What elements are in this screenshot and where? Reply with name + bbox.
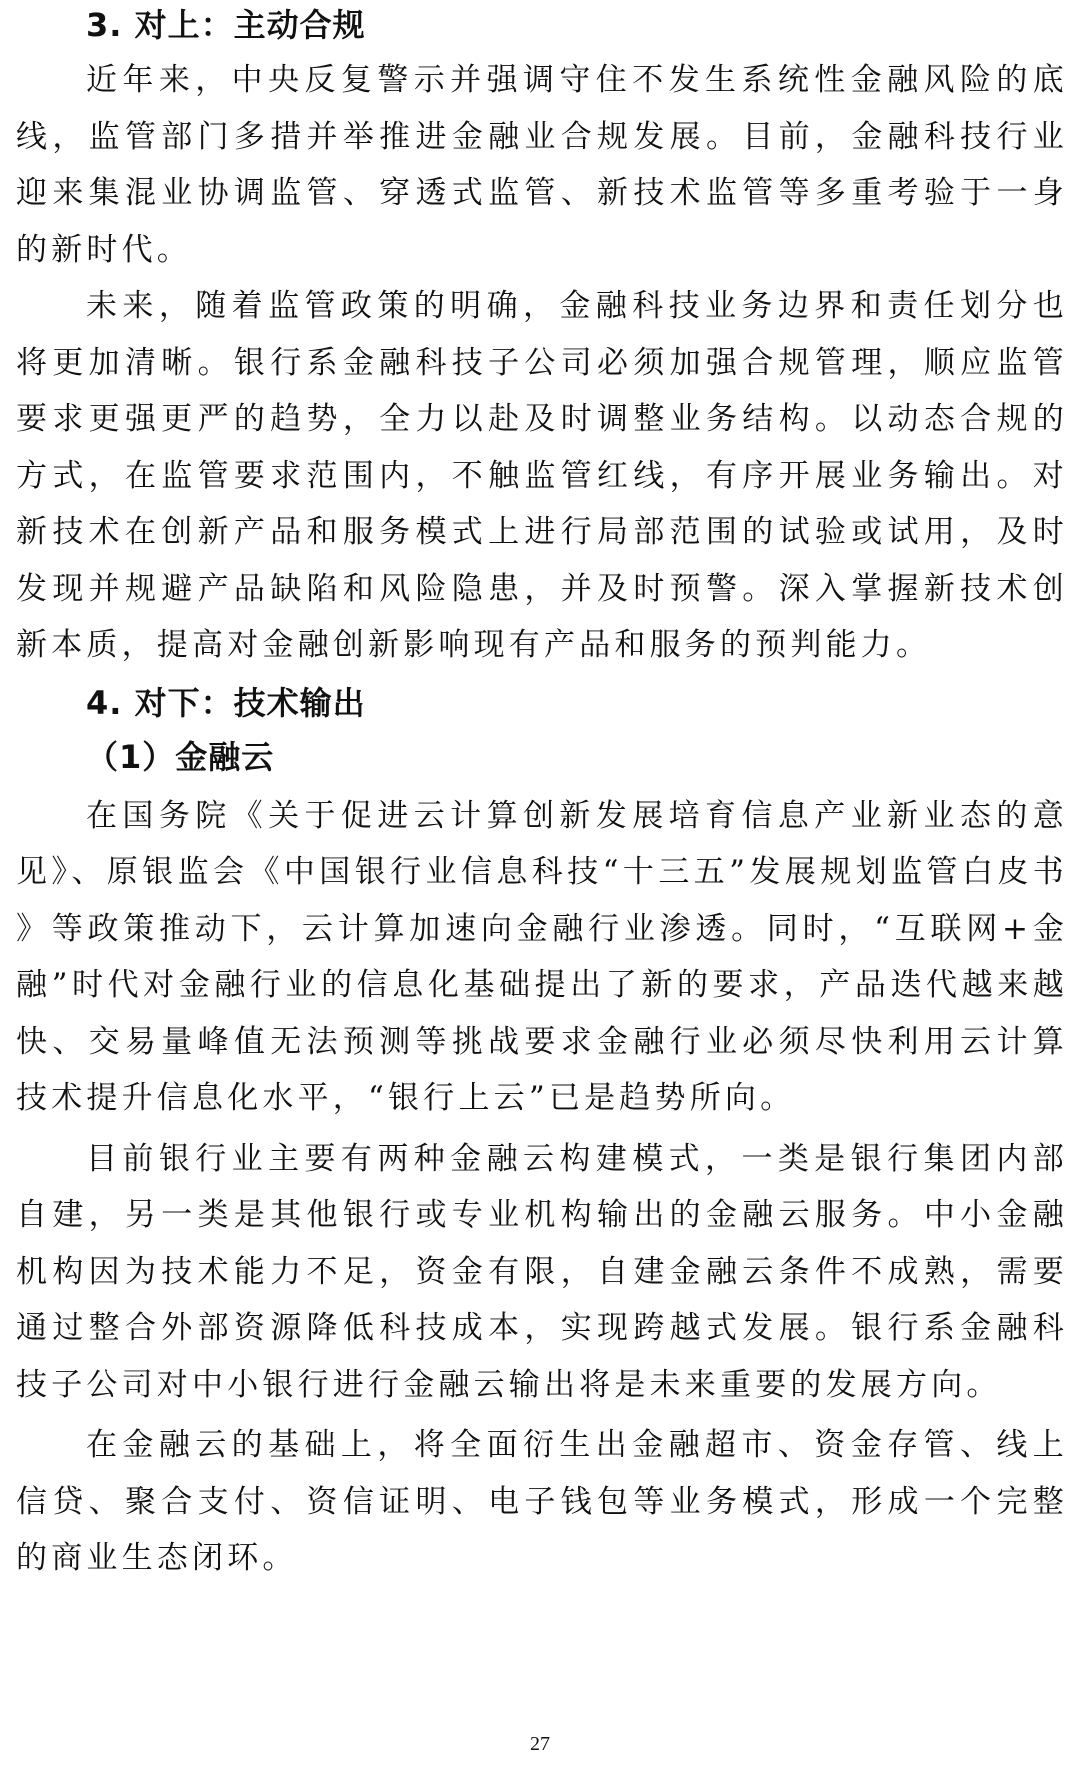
paragraph-5: 在金融云的基础上，将全面衍生出金融超市、资金存管、线上信贷、聚合支付、资信证明、电子钱包等业务模式，形成一个完整的商业生态闭环。 [16,1427,1068,1576]
document-body [16,0,1068,1587]
page-number: 27 [530,1733,550,1755]
paragraph-4: 目前银行业主要有两种金融云构建模式，一类是银行集团内部自建，另一类是其他银行或专业机构输出的金融云服务。中小金融机构因为技术能力不足，资金有限，自建金融云条件不成熟，需要通过整合外部资源降低科技成本，实现跨越式发展。银行系金融科技子公司对中小银行进行金融云输出将是未来重要的发展方向。 [16,1140,1068,1403]
paragraph-1: 近年来，中央反复警示并强调守住不发生系统性金融风险的底线，监管部门多措并举推进金融业合规发展。目前，金融科技行业迎来集混业协调监管、穿透式监管、新技术监管等多重考验于一身的新时代。 [16,62,1068,268]
paragraph-3: 在国务院《关于促进云计算创新发展培育信息产业新业态的意见》、原银监会《中国银行业信息科技“十三五”发展规划监管白皮书》等政策推动下，云计算加速向金融行业渗透。同时，“互联网+金融”时代对金融行业的信息化基础提出了新的要求，产品迭代越来越快、交易量峰值无法预测等挑战要求金融行业必须尽快利用云计算技术提升信息化水平，“银行上云”已是趋势所向。 [16,797,1068,1116]
subsection-heading-1: （1）金融云 [86,737,275,776]
section-heading-4: 4. 对下：技术输出 [86,683,366,722]
section-heading-3: 3. 对上：主动合规 [86,6,366,44]
paragraph-2: 未来，随着监管政策的明确，金融科技业务边界和责任划分也将更加清晰。银行系金融科技子公司必须加强合规管理，顺应监管要求更强更严的趋势，全力以赴及时调整业务结构。以动态合规的方式，在监管要求范围内，不触监管红线，有序开展业务输出。对新技术在创新产品和服务模式上进行局部范围的试验或试用，及时发现并规避产品缺陷和风险隐患，并及时预警。深入掌握新技术创新本质，提高对金融创新影响现有产品和服务的预判能力。 [16,288,1068,663]
